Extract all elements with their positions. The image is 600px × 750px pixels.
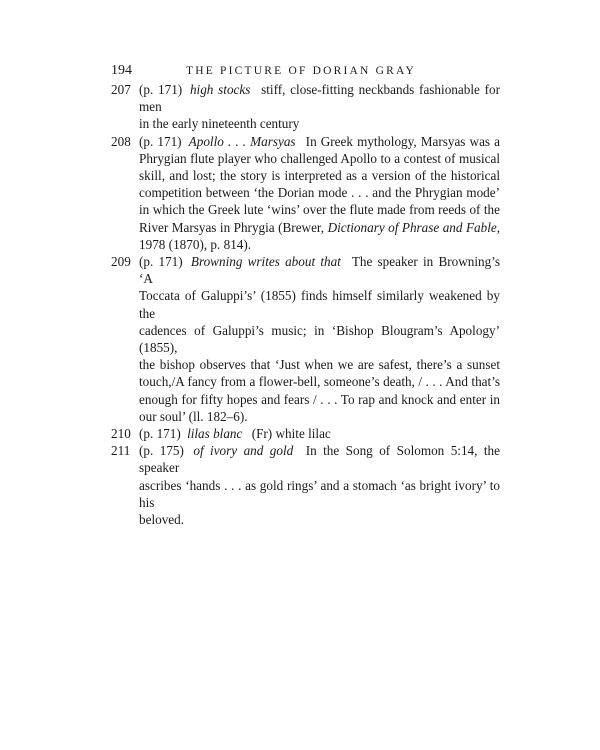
note-line: (p. 171) high stocks stiff, close-fitting neckbands fashionable for men (139, 82, 500, 115)
note-lemma: lilas blanc (187, 426, 243, 442)
note-line: enough for fifty hopes and fears / . . . To rap and knock and enter in (139, 391, 500, 407)
note-lemma: high stocks (189, 82, 251, 97)
note-line: (p. 175) of ivory and gold In the Song of Solomon 5:14, the speaker (139, 443, 500, 476)
note-line: cadences of Galuppi’s music; in ‘Bishop Blougram’s Apology’ (1855), (139, 322, 500, 356)
note-number: 211 (111, 443, 131, 459)
page-reference: (p. 175) (139, 443, 184, 459)
note-body (139, 253, 500, 425)
note-line: ascribes ‘hands . . . as gold rings’ and a stomach ‘as bright ivory’ to his (139, 477, 500, 510)
note-line: 1978 (1870), p. 814). (139, 236, 252, 252)
endnotes (111, 81, 500, 528)
running-head (111, 61, 491, 81)
note-line: River Marsyas in Phrygia (Brewer, Dictionary of Phrase and Fable, (139, 219, 501, 235)
note-body (139, 81, 500, 133)
note-number: 207 (111, 82, 131, 97)
note-lemma: of ivory and gold (193, 443, 294, 459)
citation-title: Dictionary of Phrase and Fable (327, 219, 497, 235)
note-number: 210 (111, 426, 131, 442)
note-lemma: Browning writes about that (190, 254, 341, 270)
note-line: Phrygian flute player who challenged Apollo to a contest of musical (139, 150, 500, 166)
note-body (139, 133, 500, 253)
note-line: competition between ‘the Dorian mode . . . and the Phrygian mode’ (139, 185, 500, 201)
endnote-211 (111, 442, 500, 528)
note-lemma: Apollo . . . Marsyas (188, 133, 296, 149)
note-line: in the early nineteenth century (139, 116, 300, 132)
note-line: Toccata of Galuppi’s’ (1855) finds himself similarly weakened by the (139, 288, 500, 321)
note-number: 209 (111, 254, 131, 270)
endnote-207 (111, 81, 500, 133)
note-line: beloved. (139, 512, 185, 528)
note-line: skill, and lost; the story is interpreted as a version of the historical (139, 168, 500, 184)
page-reference: (p. 171) (139, 133, 182, 149)
note-body (139, 425, 500, 442)
note-line: (p. 171) Apollo . . . Marsyas In Greek mythology, Marsyas was a (139, 133, 501, 149)
page-reference: (p. 171) (139, 82, 183, 97)
note-line: our soul’ (ll. 182–6). (139, 408, 248, 424)
note-line: (p. 171) lilas blanc (Fr) white lilac (139, 426, 331, 442)
endnote-210 (111, 425, 500, 442)
page-reference: (p. 171) (139, 254, 183, 270)
endnote-209 (111, 253, 500, 425)
note-line: in which the Greek lute ‘wins’ over the flute made from reeds of the (139, 202, 500, 218)
endnote-208 (111, 133, 500, 253)
note-body (139, 442, 500, 528)
note-line: touch,/A fancy from a flower-bell, someone’s death, / . . . And that’s (139, 374, 500, 390)
page-number: 194 (111, 63, 132, 78)
page-reference: (p. 171) (139, 426, 181, 442)
note-line: (p. 171) Browning writes about that The speaker in Browning’s ‘A (139, 254, 501, 287)
book-title: THE PICTURE OF DORIAN GRAY (186, 65, 416, 77)
note-number: 208 (111, 133, 131, 149)
note-line: the bishop observes that ‘Just when we are safest, there’s a sunset (139, 357, 500, 373)
